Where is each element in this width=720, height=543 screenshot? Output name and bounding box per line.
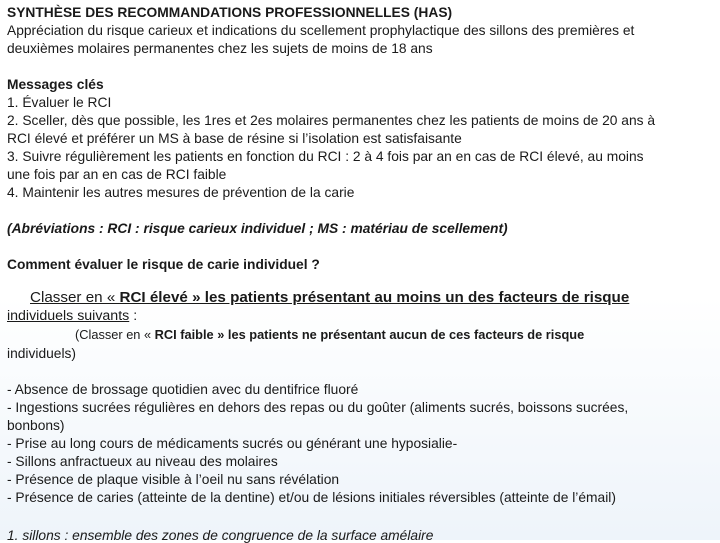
document-subtitle-line-2: deuxièmes molaires permanentes chez les sujets de moins de 18 ans [7, 41, 433, 56]
low-risk-prefix: (Classer en « [75, 327, 155, 342]
key-message-line: RCI élevé et préférer un MS à base de résine si l’isolation est satisfaisante [7, 131, 462, 146]
document-subtitle-line-1: Appréciation du risque carieux et indications du scellement prophylactique des sillons des premières et [7, 23, 635, 38]
risk-factor-item: bonbons) [7, 418, 65, 433]
high-risk-criteria [7, 288, 715, 307]
document-title: SYNTHÈSE DES RECOMMANDATIONS PROFESSIONNELLES (HAS) [7, 5, 453, 20]
high-risk-colon: : [129, 308, 138, 324]
risk-factor-item: - Présence de caries (atteinte de la dentine) et/ou de lésions initiales réversibles (atteinte de l’émail) [7, 490, 616, 505]
risk-factor-item: - Présence de plaque visible à l’oeil nu sans révélation [7, 472, 340, 487]
high-risk-prefix: Classer en « [30, 289, 120, 306]
key-message-line: une fois par an en cas de RCI faible [7, 167, 227, 182]
low-risk-criteria [7, 325, 715, 345]
document-page [7, 4, 715, 507]
key-message-line: 4. Maintenir les autres mesures de prévention de la carie [7, 185, 355, 200]
key-message-line: 2. Sceller, dès que possible, les 1res et 2es molaires permanentes chez les patients de moins de 20 ans à [7, 113, 656, 128]
high-risk-bold-text: RCI élevé » les patients présentant au moins un des facteurs de risque [119, 289, 630, 306]
low-risk-criteria-line-2: individuels) [7, 346, 77, 361]
high-risk-suffix: individuels suivants [7, 308, 130, 324]
risk-factor-item: - Prise au long cours de médicaments sucrés ou générant une hyposialie- [7, 436, 458, 451]
key-message-line: 1. Évaluer le RCI [7, 95, 112, 110]
footnote-cut-off: 1. sillons : ensemble des zones de congruence de la surface amélaire [7, 528, 434, 543]
low-risk-bold-text: RCI faible » les patients ne présentant aucun de ces facteurs de risque [154, 327, 585, 342]
question-heading: Comment évaluer le risque de carie individuel ? [7, 257, 320, 272]
risk-factor-item: - Sillons anfractueux au niveau des molaires [7, 454, 278, 469]
key-message-line: 3. Suivre régulièrement les patients en fonction du RCI : 2 à 4 fois par an en cas de RCI élevé, au moins [7, 149, 644, 164]
high-risk-criteria-line-2 [7, 307, 715, 325]
key-messages-heading: Messages clés [7, 77, 104, 92]
risk-factor-item: - Ingestions sucrées régulières en dehors des repas ou du goûter (aliments sucrés, boissons sucrées, [7, 400, 629, 415]
abbreviations-note: (Abréviations : RCI : risque carieux individuel ; MS : matériau de scellement) [7, 221, 508, 236]
risk-factor-item: - Absence de brossage quotidien avec du dentifrice fluoré [7, 382, 359, 397]
